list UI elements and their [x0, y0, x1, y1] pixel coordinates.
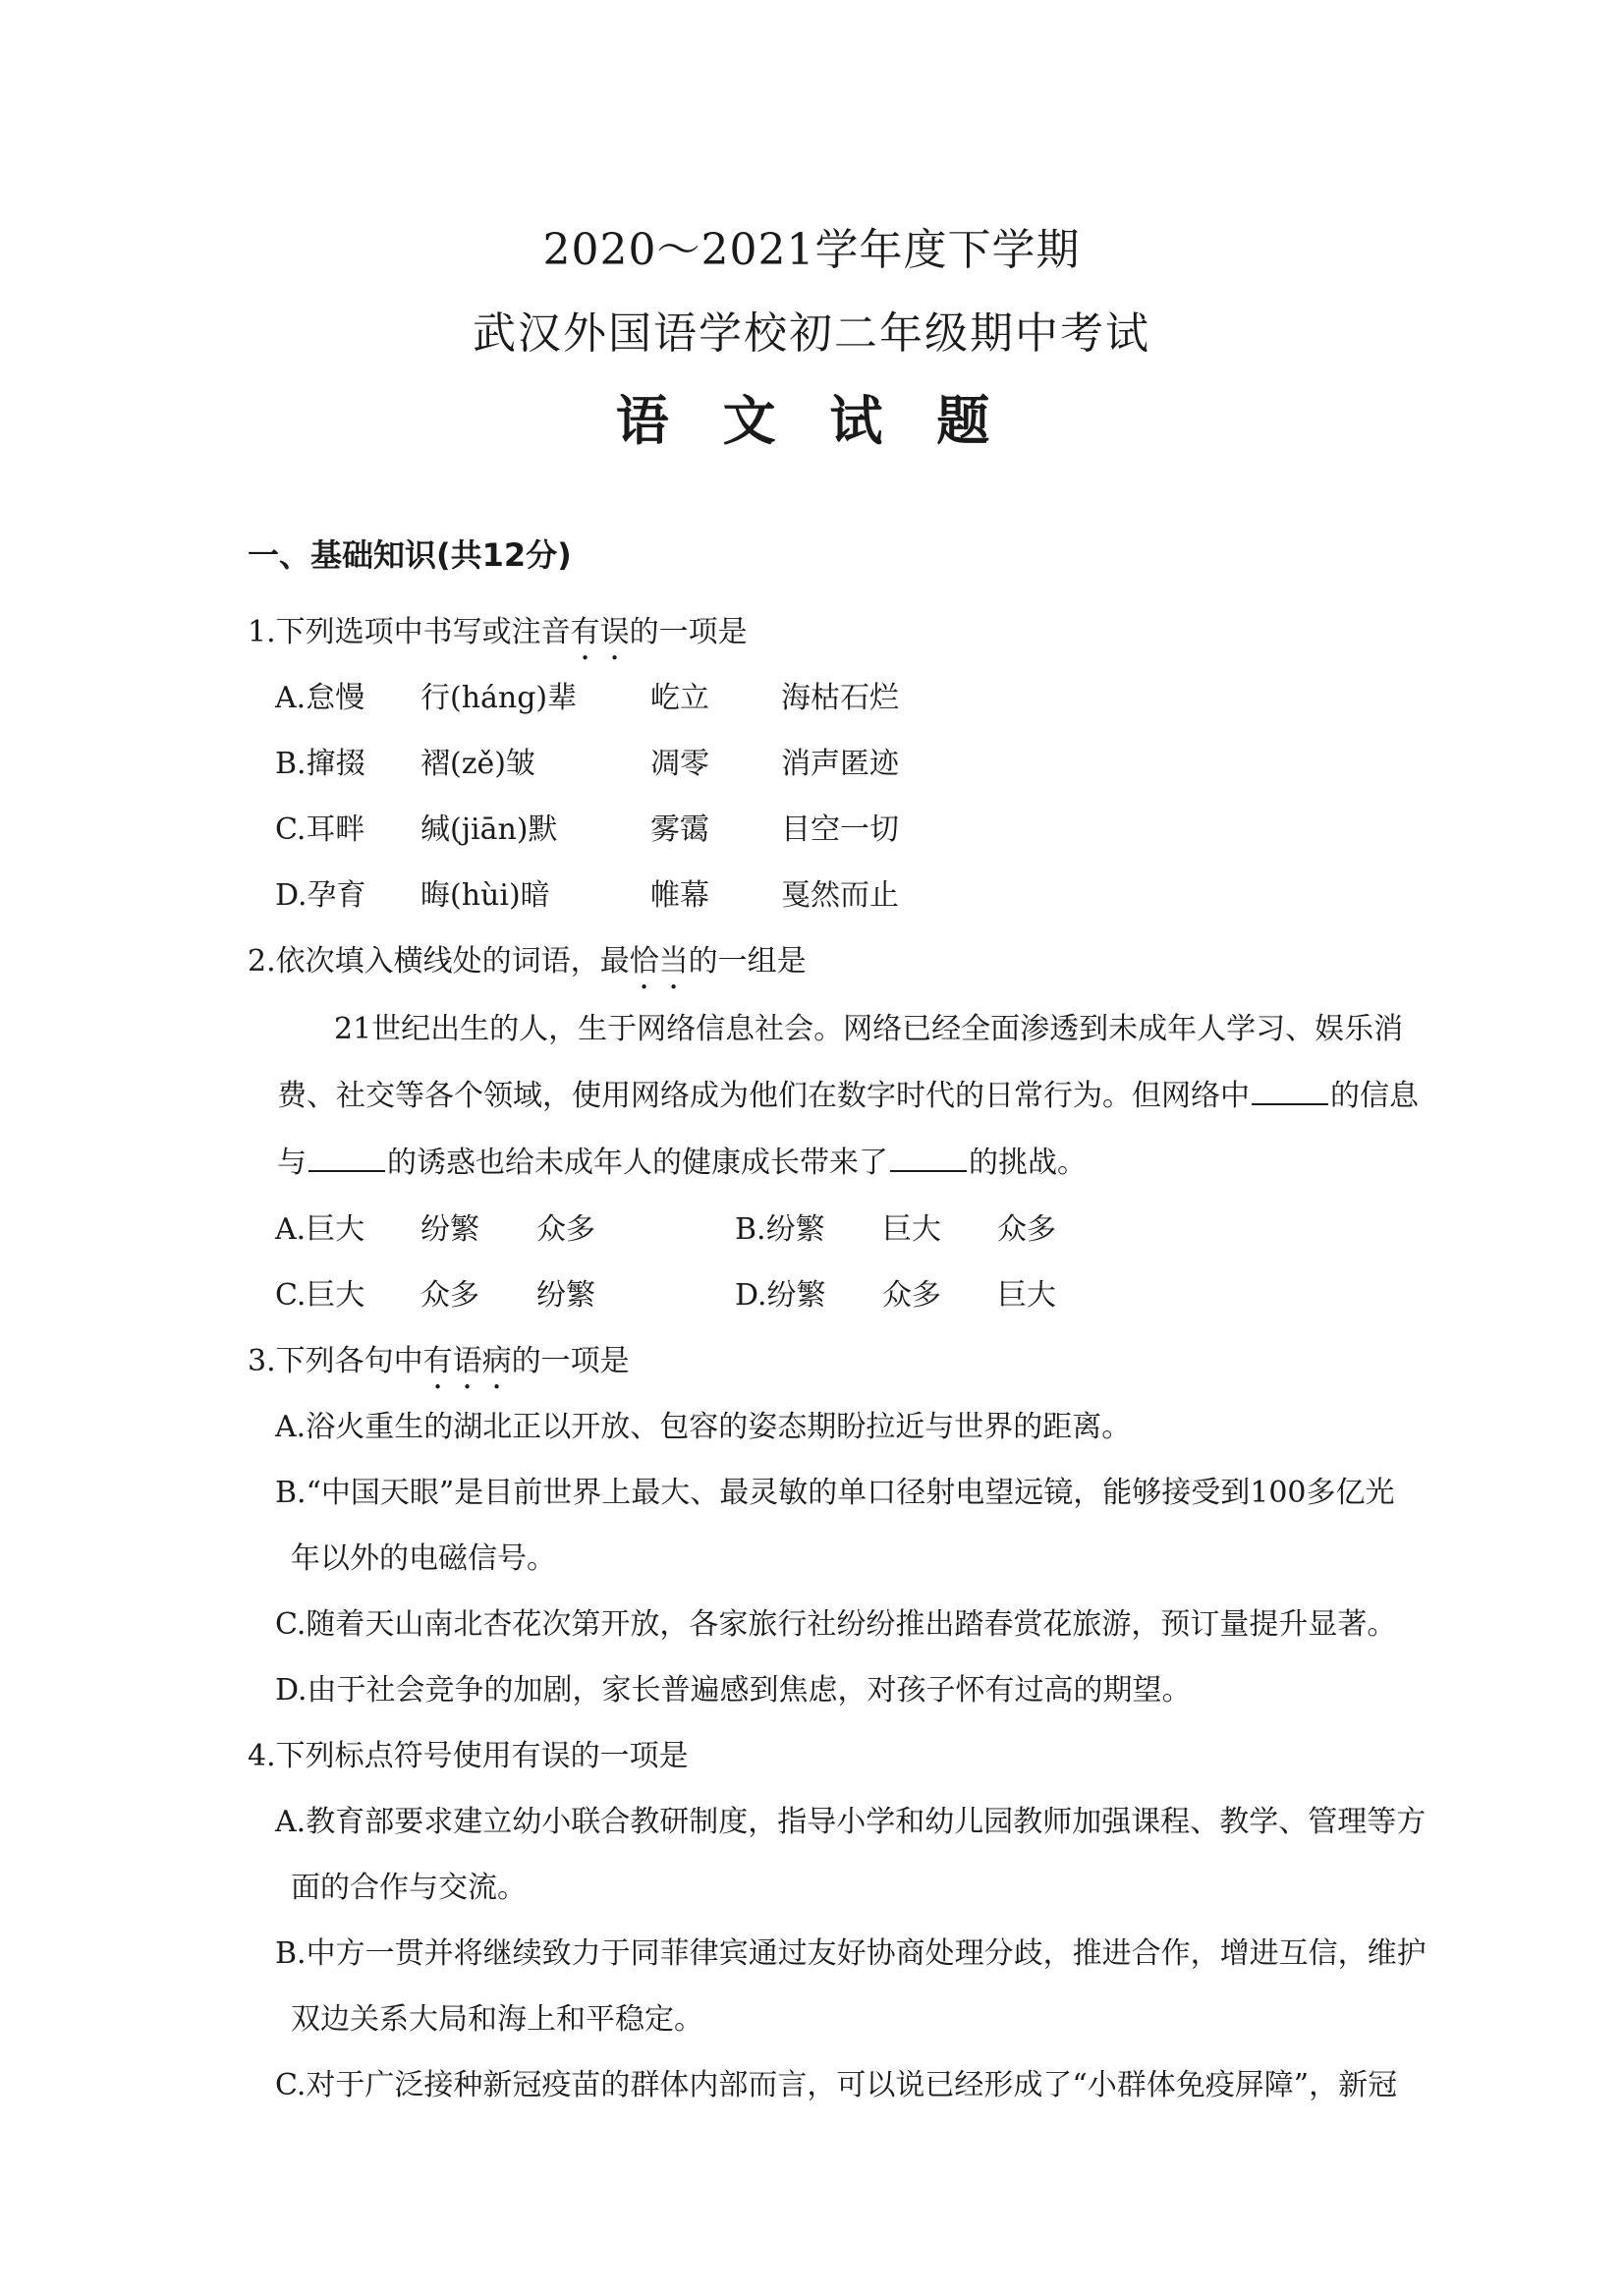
- fill-blank: [308, 1145, 385, 1172]
- q2-option-b-word2: 巨大: [882, 1212, 941, 1247]
- q2-option-b-word3: 众多: [997, 1212, 1056, 1247]
- q2-option-a-word2: 纷繁: [420, 1212, 479, 1247]
- exam-term-title: 2020～2021学年度下学期: [542, 225, 1081, 275]
- q2-option-d-word3: 巨大: [997, 1278, 1056, 1313]
- q1-option-d-word4: 戛然而止: [781, 878, 899, 913]
- q2-passage-line-2: 费、社交等各个领域，使用网络成为他们在数字时代的日常行为。但网络中 的信息: [277, 1079, 1419, 1113]
- q2-option-a-word1: A.巨大: [275, 1212, 365, 1247]
- exam-school-title: 武汉外国语学校初二年级期中考试: [473, 308, 1150, 359]
- q1-option-b-word3: 凋零: [650, 747, 709, 781]
- emphasis-dots: 有误: [570, 615, 630, 649]
- q1-option-c-word1: C.耳畔: [275, 812, 365, 847]
- q4-option-b-line-2: 双边关系大局和海上和平稳定。: [291, 2002, 703, 2037]
- q1-option-c-word3: 雾霭: [650, 812, 709, 847]
- q2-passage-line-1: 21世纪出生的人，生于网络信息社会。网络已经全面渗透到未成年人学习、娱乐消: [334, 1012, 1404, 1046]
- q1-option-d-word2: 晦(hùi)暗: [420, 878, 550, 913]
- exam-subject-title: 语 文 试 题: [615, 389, 1008, 452]
- q3-option-d: D.由于社会竞争的加剧，家长普遍感到焦虑，对孩子怀有过高的期望。: [275, 1673, 1192, 1708]
- q2-option-c-word3: 纷繁: [536, 1278, 595, 1313]
- q2-option-d-word1: D.纷繁: [735, 1278, 826, 1313]
- emphasis-dots: 有语病: [422, 1344, 512, 1378]
- q3-option-c: C.随着天山南北杏花次第开放，各家旅行社纷纷推出踏春赏花旅游，预订量提升显著。: [275, 1607, 1397, 1642]
- q1-option-a-word2: 行(háng)辈: [420, 681, 578, 715]
- question-3-prompt: 3.下列各句中有语病的一项是: [248, 1344, 630, 1378]
- q2-option-a-word3: 众多: [536, 1212, 595, 1247]
- emphasis-dots: 恰当: [629, 944, 689, 979]
- q4-option-a-line-2: 面的合作与交流。: [291, 1871, 527, 1905]
- question-2-prompt: 2.依次填入横线处的词语，最恰当的一组是: [248, 944, 807, 979]
- q1-option-b-word1: B.撺掇: [275, 747, 365, 781]
- q3-option-a: A.浴火重生的湖北正以开放、包容的姿态期盼拉近与世界的距离。: [275, 1410, 1132, 1444]
- q4-option-a-line-1: A.教育部要求建立幼小联合教研制度，指导小学和幼儿园教师加强课程、教学、管理等方: [275, 1805, 1427, 1839]
- q1-option-c-word2: 缄(jiān)默: [420, 812, 558, 847]
- q2-option-c-word1: C.巨大: [275, 1278, 365, 1313]
- q2-option-b-word1: B.纷繁: [735, 1212, 825, 1247]
- q1-option-a-word1: A.怠慢: [275, 681, 365, 715]
- q1-option-a-word4: 海枯石烂: [781, 681, 899, 715]
- question-1-prompt: 1.下列选项中书写或注音有误的一项是: [248, 615, 748, 649]
- q2-option-c-word2: 众多: [420, 1278, 479, 1313]
- q3-option-b-line-1: B.“中国天眼”是目前世界上最大、最灵敏的单口径射电望远镜，能够接受到100多亿光: [275, 1476, 1395, 1510]
- question-4-prompt: 4.下列标点符号使用有误的一项是: [248, 1739, 689, 1773]
- q2-option-d-word2: 众多: [882, 1278, 941, 1313]
- section-heading: 一、基础知识(共12分): [248, 536, 572, 574]
- q4-option-c-line-1: C.对于广泛接种新冠疫苗的群体内部而言，可以说已经形成了“小群体免疫屏障”，新冠: [275, 2068, 1398, 2102]
- q1-option-a-word3: 屹立: [650, 681, 709, 715]
- q1-option-c-word4: 目空一切: [781, 812, 899, 847]
- q3-option-b-line-2: 年以外的电磁信号。: [291, 1541, 556, 1576]
- q1-option-b-word4: 消声匿迹: [781, 747, 899, 781]
- q2-passage-line-3: 与 的诱惑也给未成年人的健康成长带来了 的挑战。: [277, 1146, 1087, 1180]
- fill-blank: [890, 1145, 967, 1172]
- q4-option-b-line-1: B.中方一贯并将继续致力于同菲律宾通过友好协商处理分歧，推进合作，增进互信，维护: [275, 1936, 1427, 1971]
- q1-option-d-word3: 帷幕: [650, 878, 709, 913]
- q1-option-b-word2: 褶(zě)皱: [420, 747, 535, 781]
- q1-option-d-word1: D.孕育: [275, 878, 366, 913]
- fill-blank: [1252, 1078, 1328, 1105]
